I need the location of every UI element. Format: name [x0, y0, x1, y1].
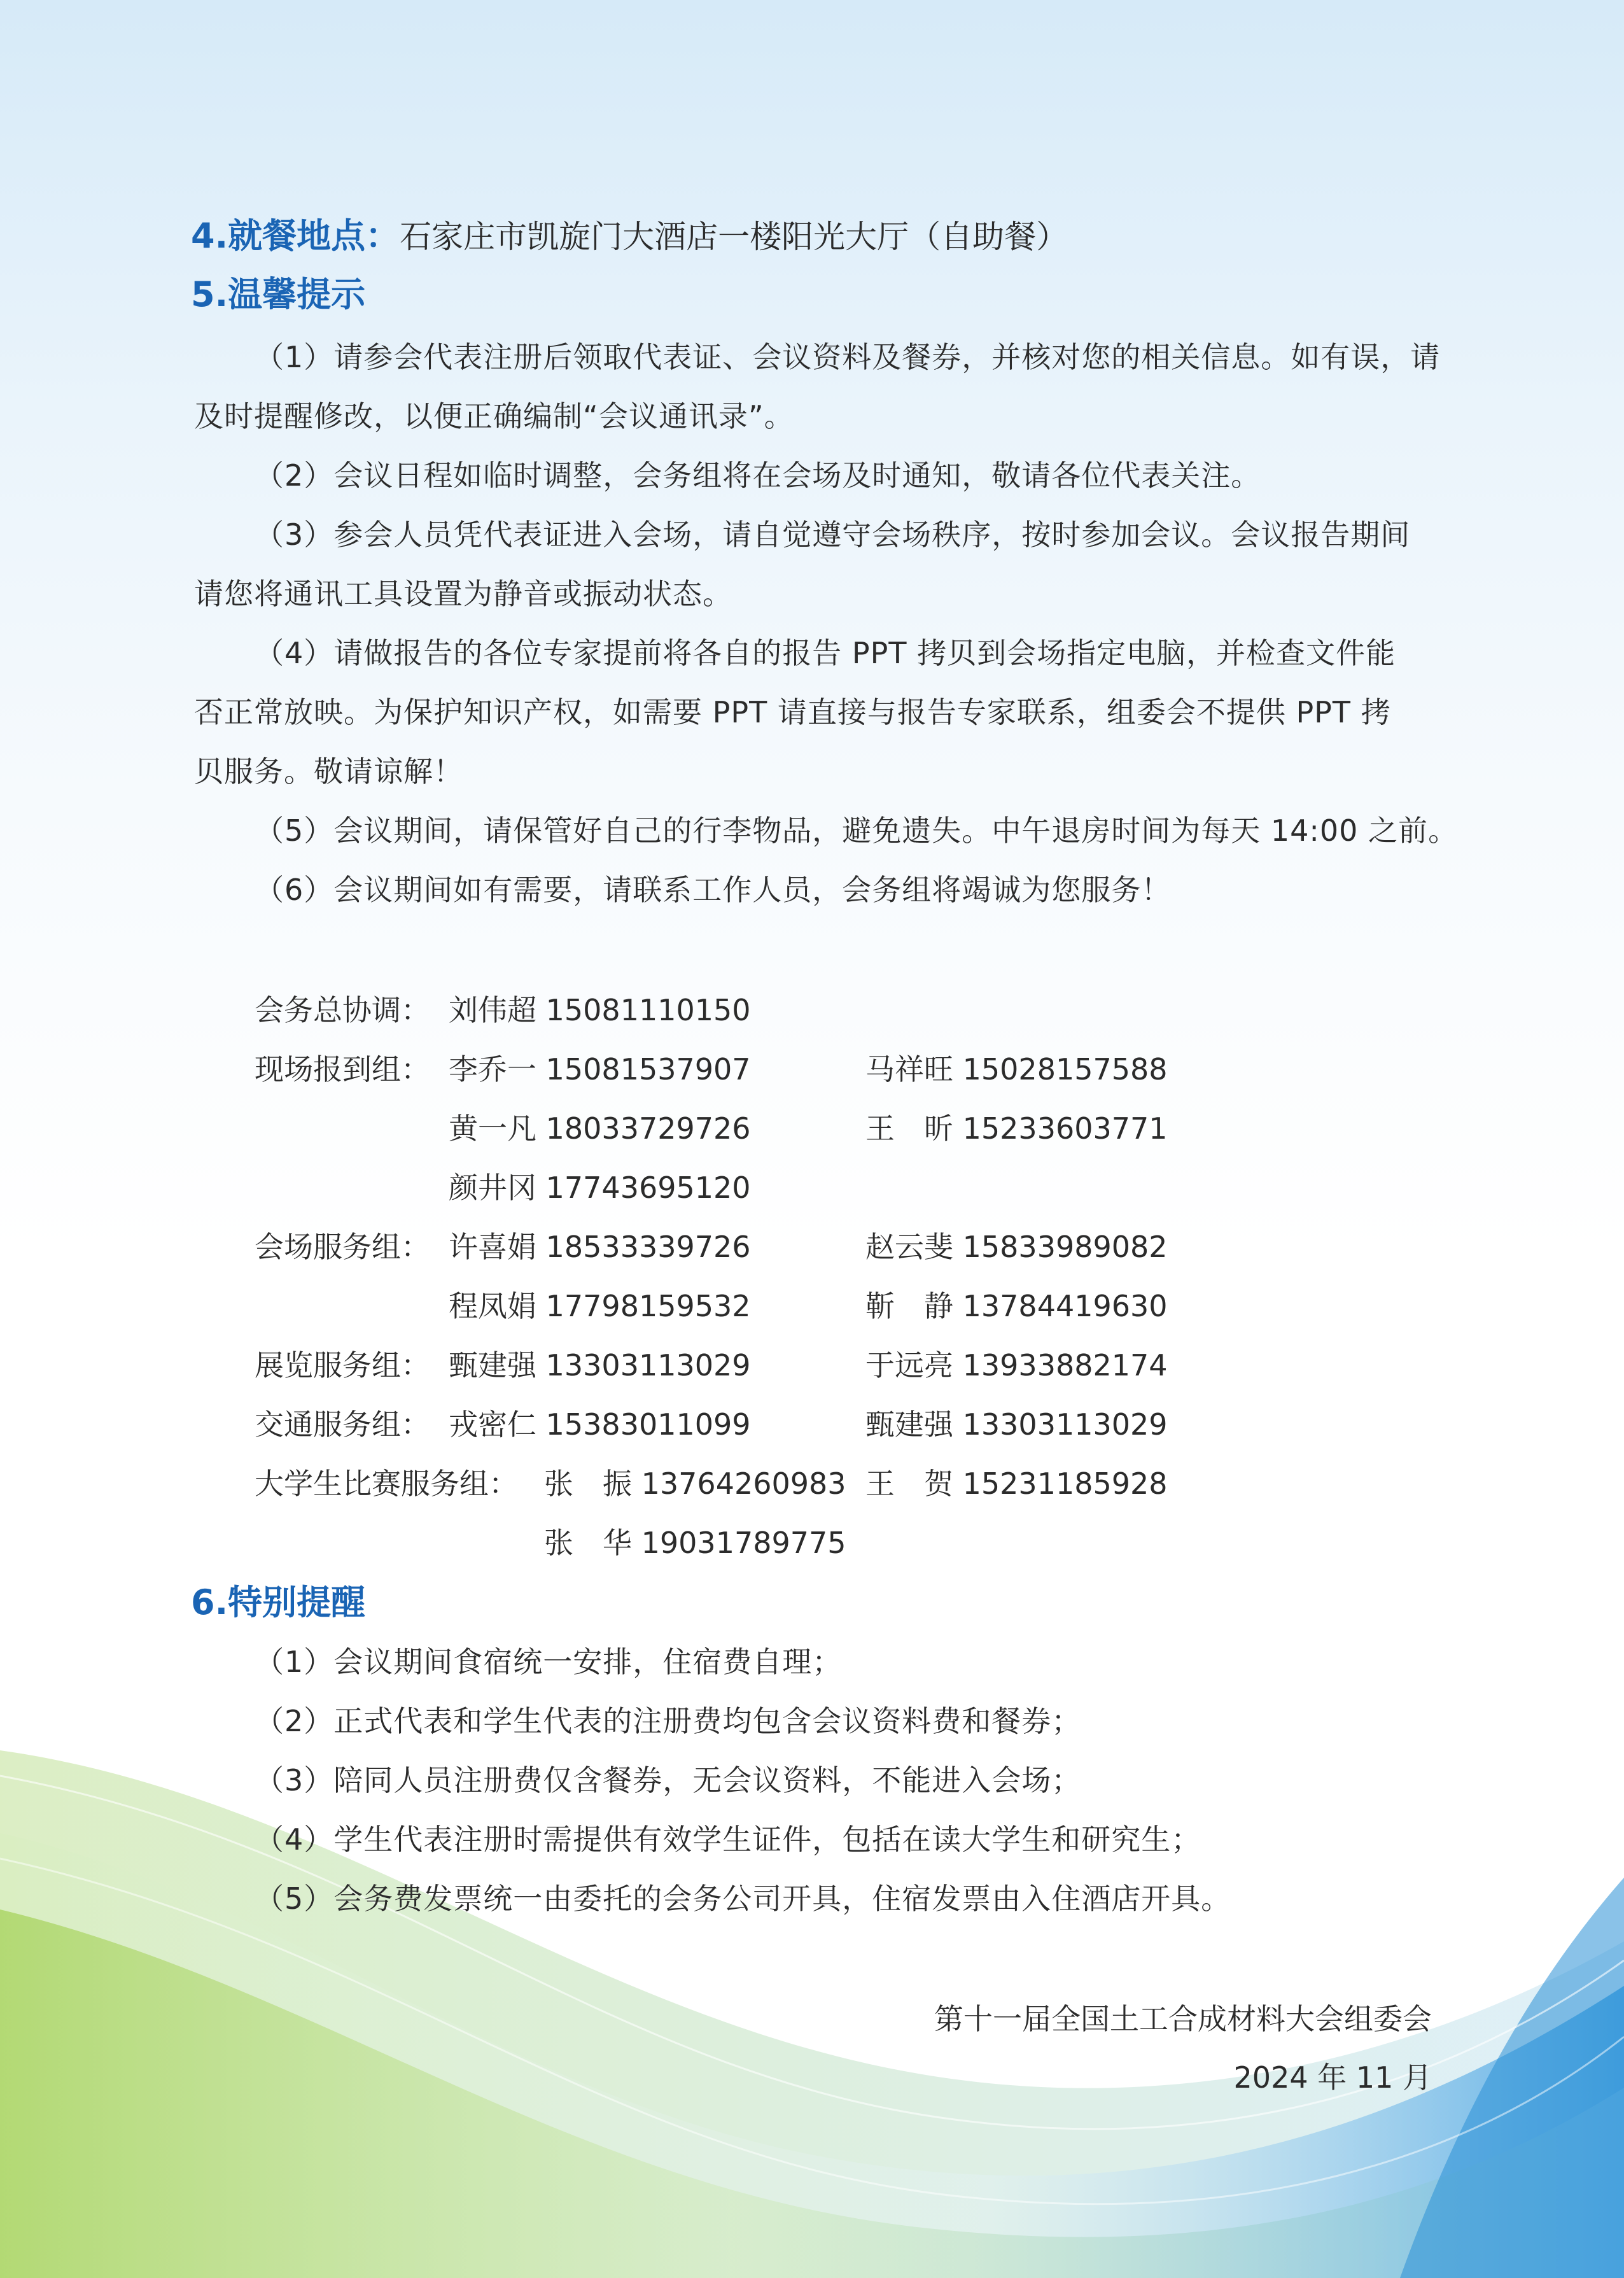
section-4-title: 4.就餐地点： — [191, 216, 400, 256]
contact-person: 戎密仁 15383011099 — [449, 1407, 751, 1442]
tip-line: 贝服务。敬请谅解！ — [194, 754, 463, 789]
contact-person: 王 贺 15231185928 — [865, 1466, 1168, 1501]
contact-person: 程凤娟 17798159532 — [449, 1289, 751, 1323]
tip-line: 否正常放映。为保护知识产权，如需要 PPT 请直接与报告专家联系，组委会不提供 PPT 拷 — [194, 695, 1391, 729]
contact-label-competition: 大学生比赛服务组： — [255, 1466, 518, 1501]
section-4-heading — [191, 209, 1068, 258]
contact-person: 许喜娟 18533339726 — [449, 1230, 751, 1264]
section-6-title: 6.特别提醒 — [191, 1582, 366, 1622]
section-4-value: 石家庄市凯旋门大酒店一楼阳光大厅（自助餐） — [400, 218, 1068, 255]
contact-label-exhibition: 展览服务组： — [255, 1348, 430, 1382]
contact-person: 甄建强 13303113029 — [449, 1348, 751, 1382]
reminder-line: （4）学生代表注册时需提供有效学生证件，包括在读大学生和研究生； — [255, 1822, 1201, 1857]
tip-line: （4）请做报告的各位专家提前将各自的报告 PPT 拷贝到会场指定电脑，并检查文件能 — [255, 636, 1396, 670]
tip-line: 及时提醒修改，以便正确编制“会议通讯录”。 — [194, 399, 794, 433]
reminder-line: （3）陪同人员注册费仅含餐券，无会议资料，不能进入会场； — [255, 1763, 1082, 1797]
contact-label-registration: 现场报到组： — [255, 1052, 430, 1086]
tip-line: 请您将通讯工具设置为静音或振动状态。 — [194, 577, 732, 611]
contact-person: 刘伟超 15081110150 — [449, 993, 751, 1027]
contact-person: 于远亮 13933882174 — [865, 1348, 1168, 1382]
tip-line: （1）请参会代表注册后领取代表证、会议资料及餐券，并核对您的相关信息。如有误，请 — [255, 340, 1441, 374]
contact-person: 李乔一 15081537907 — [449, 1052, 751, 1086]
contact-person: 黄一凡 18033729726 — [449, 1111, 751, 1146]
contact-person: 马祥旺 15028157588 — [865, 1052, 1168, 1086]
tip-line: （5）会议期间，请保管好自己的行李物品，避免遗失。中午退房时间为每天 14:00 之前。 — [255, 813, 1459, 848]
contact-label-venue: 会场服务组： — [255, 1230, 430, 1264]
contact-person: 赵云斐 15833989082 — [865, 1230, 1168, 1264]
reminder-line: （1）会议期间食宿统一安排，住宿费自理； — [255, 1645, 843, 1679]
contact-label-transport: 交通服务组： — [255, 1407, 430, 1442]
contact-person: 王 昕 15233603771 — [865, 1111, 1168, 1146]
section-5-title: 5.温馨提示 — [191, 274, 366, 314]
contact-label-general: 会务总协调： — [255, 993, 430, 1027]
contact-person: 张 振 13764260983 — [544, 1466, 846, 1501]
signature-org: 第十一届全国土工合成材料大会组委会 — [934, 2002, 1432, 2036]
tip-line: （3）参会人员凭代表证进入会场，请自觉遵守会场秩序，按时参加会议。会议报告期间 — [255, 517, 1411, 552]
reminder-line: （5）会务费发票统一由委托的会务公司开具，住宿发票由入住酒店开具。 — [255, 1881, 1231, 1916]
contact-person: 颜井冈 17743695120 — [449, 1171, 751, 1205]
tip-line: （2）会议日程如临时调整，会务组将在会场及时通知，敬请各位代表关注。 — [255, 458, 1261, 493]
contact-person: 靳 静 13784419630 — [865, 1289, 1168, 1323]
reminder-line: （2）正式代表和学生代表的注册费均包含会议资料费和餐券； — [255, 1704, 1082, 1738]
contact-person: 张 华 19031789775 — [544, 1526, 846, 1560]
tip-line: （6）会议期间如有需要，请联系工作人员，会务组将竭诚为您服务！ — [255, 873, 1172, 907]
signature-date: 2024 年 11 月 — [1233, 2060, 1432, 2095]
contact-person: 甄建强 13303113029 — [865, 1407, 1168, 1442]
